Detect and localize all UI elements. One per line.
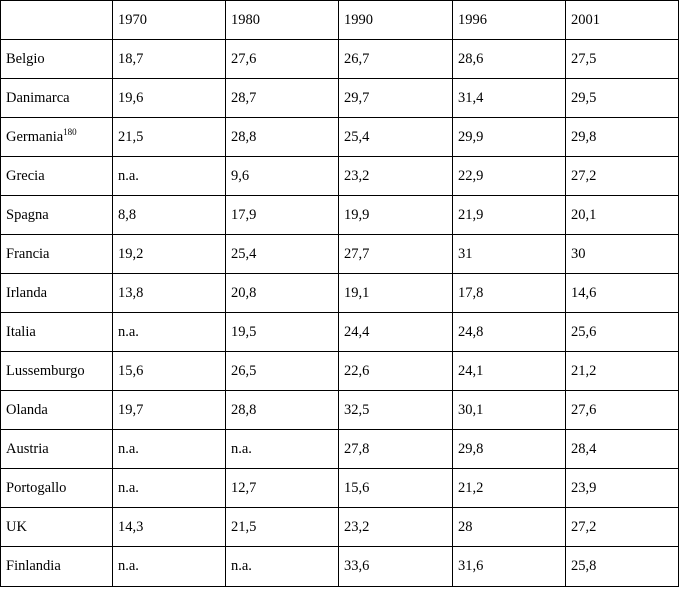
value-cell: 20,8 [226, 274, 339, 313]
value-cell: 24,1 [453, 352, 566, 391]
value-cell: 27,2 [566, 157, 679, 196]
country-cell [1, 508, 113, 547]
value-cell: 27,8 [339, 430, 453, 469]
value-cell: n.a. [113, 547, 226, 587]
country-name: Spagna [6, 206, 49, 223]
value-cell: 26,5 [226, 352, 339, 391]
value-cell: 28,7 [226, 79, 339, 118]
value-cell: 8,8 [113, 196, 226, 235]
table-row [1, 79, 679, 118]
value-cell: 22,9 [453, 157, 566, 196]
value-cell: 29,9 [453, 118, 566, 157]
country-name: Portogallo [6, 479, 67, 496]
value-cell: 27,2 [566, 508, 679, 547]
value-cell: 14,3 [113, 508, 226, 547]
value-cell: 27,7 [339, 235, 453, 274]
country-name: Francia [6, 245, 50, 262]
country-cell [1, 430, 113, 469]
country-cell [1, 391, 113, 430]
country-name: Finlandia [6, 558, 61, 574]
country-name: Grecia [6, 167, 45, 184]
table-row [1, 391, 679, 430]
table-row [1, 274, 679, 313]
value-cell: 28,4 [566, 430, 679, 469]
header-cell-1970: 1970 [113, 1, 226, 40]
value-cell: 31,4 [453, 79, 566, 118]
value-cell: 20,1 [566, 196, 679, 235]
table-row [1, 313, 679, 352]
country-name: Austria [6, 440, 49, 457]
value-cell: 23,2 [339, 157, 453, 196]
value-cell: 18,7 [113, 40, 226, 79]
value-cell: 19,5 [226, 313, 339, 352]
country-cell [1, 118, 113, 157]
value-cell: 19,1 [339, 274, 453, 313]
value-cell: 29,5 [566, 79, 679, 118]
header-cell-2001: 2001 [566, 1, 679, 40]
value-cell: 28,8 [226, 118, 339, 157]
value-cell: 24,4 [339, 313, 453, 352]
table-row [1, 469, 679, 508]
table-row [1, 430, 679, 469]
value-cell: 19,6 [113, 79, 226, 118]
country-name: Danimarca [6, 89, 70, 106]
value-cell: 21,2 [453, 469, 566, 508]
value-cell: 33,6 [339, 547, 453, 587]
country-name: UK [6, 518, 27, 535]
header-cell-1980: 1980 [226, 1, 339, 40]
value-cell: 26,7 [339, 40, 453, 79]
table-row [1, 40, 679, 79]
value-cell: n.a. [113, 469, 226, 508]
value-cell: 21,2 [566, 352, 679, 391]
table-header-row [1, 1, 679, 40]
value-cell: 12,7 [226, 469, 339, 508]
value-cell: 24,8 [453, 313, 566, 352]
footnote-marker: 180 [63, 126, 77, 137]
country-name: Olanda [6, 401, 48, 418]
country-cell [1, 313, 113, 352]
table-row [1, 508, 679, 547]
country-cell [1, 274, 113, 313]
country-name: Irlanda [6, 284, 48, 301]
value-cell: 25,4 [339, 118, 453, 157]
value-cell: n.a. [226, 547, 339, 587]
table-body [1, 1, 679, 587]
value-cell: 27,5 [566, 40, 679, 79]
value-cell: 25,8 [566, 547, 679, 587]
value-cell: n.a. [113, 157, 226, 196]
value-cell: 25,6 [566, 313, 679, 352]
country-cell [1, 40, 113, 79]
table-row [1, 235, 679, 274]
value-cell: 29,8 [566, 118, 679, 157]
header-cell-1996: 1996 [453, 1, 566, 40]
value-cell: 22,6 [339, 352, 453, 391]
country-name: Lussemburgo [6, 362, 85, 379]
value-cell: 17,8 [453, 274, 566, 313]
value-cell: 28,8 [226, 391, 339, 430]
country-cell [1, 196, 113, 235]
header-cell-empty [1, 1, 113, 40]
value-cell: 28 [453, 508, 566, 547]
value-cell: 28,6 [453, 40, 566, 79]
value-cell: 9,6 [226, 157, 339, 196]
value-cell: 31,6 [453, 547, 566, 587]
value-cell: n.a. [113, 430, 226, 469]
value-cell: 21,5 [113, 118, 226, 157]
header-cell-1990: 1990 [339, 1, 453, 40]
value-cell: 17,9 [226, 196, 339, 235]
country-cell [1, 235, 113, 274]
value-cell: 19,9 [339, 196, 453, 235]
value-cell: 30,1 [453, 391, 566, 430]
country-cell [1, 352, 113, 391]
country-cell [1, 547, 113, 587]
country-name: Italia [6, 323, 36, 340]
table-row [1, 157, 679, 196]
value-cell: 23,2 [339, 508, 453, 547]
table-row [1, 352, 679, 391]
table-row [1, 547, 679, 587]
value-cell: 32,5 [339, 391, 453, 430]
value-cell: 25,4 [226, 235, 339, 274]
table-row [1, 118, 679, 157]
country-cell [1, 157, 113, 196]
country-cell [1, 79, 113, 118]
value-cell: 13,8 [113, 274, 226, 313]
value-cell: 14,6 [566, 274, 679, 313]
value-cell: 23,9 [566, 469, 679, 508]
value-cell: 19,7 [113, 391, 226, 430]
value-cell: 15,6 [113, 352, 226, 391]
value-cell: 27,6 [226, 40, 339, 79]
value-cell: 19,2 [113, 235, 226, 274]
value-cell: 21,9 [453, 196, 566, 235]
table-row [1, 196, 679, 235]
value-cell: n.a. [226, 430, 339, 469]
value-cell: 31 [453, 235, 566, 274]
value-cell: 27,6 [566, 391, 679, 430]
country-name: Germania [6, 128, 64, 145]
country-cell [1, 469, 113, 508]
country-name: Belgio [6, 50, 45, 67]
value-cell: 15,6 [339, 469, 453, 508]
value-cell: 29,8 [453, 430, 566, 469]
value-cell: n.a. [113, 313, 226, 352]
value-cell: 30 [566, 235, 679, 274]
value-cell: 29,7 [339, 79, 453, 118]
value-cell: 21,5 [226, 508, 339, 547]
